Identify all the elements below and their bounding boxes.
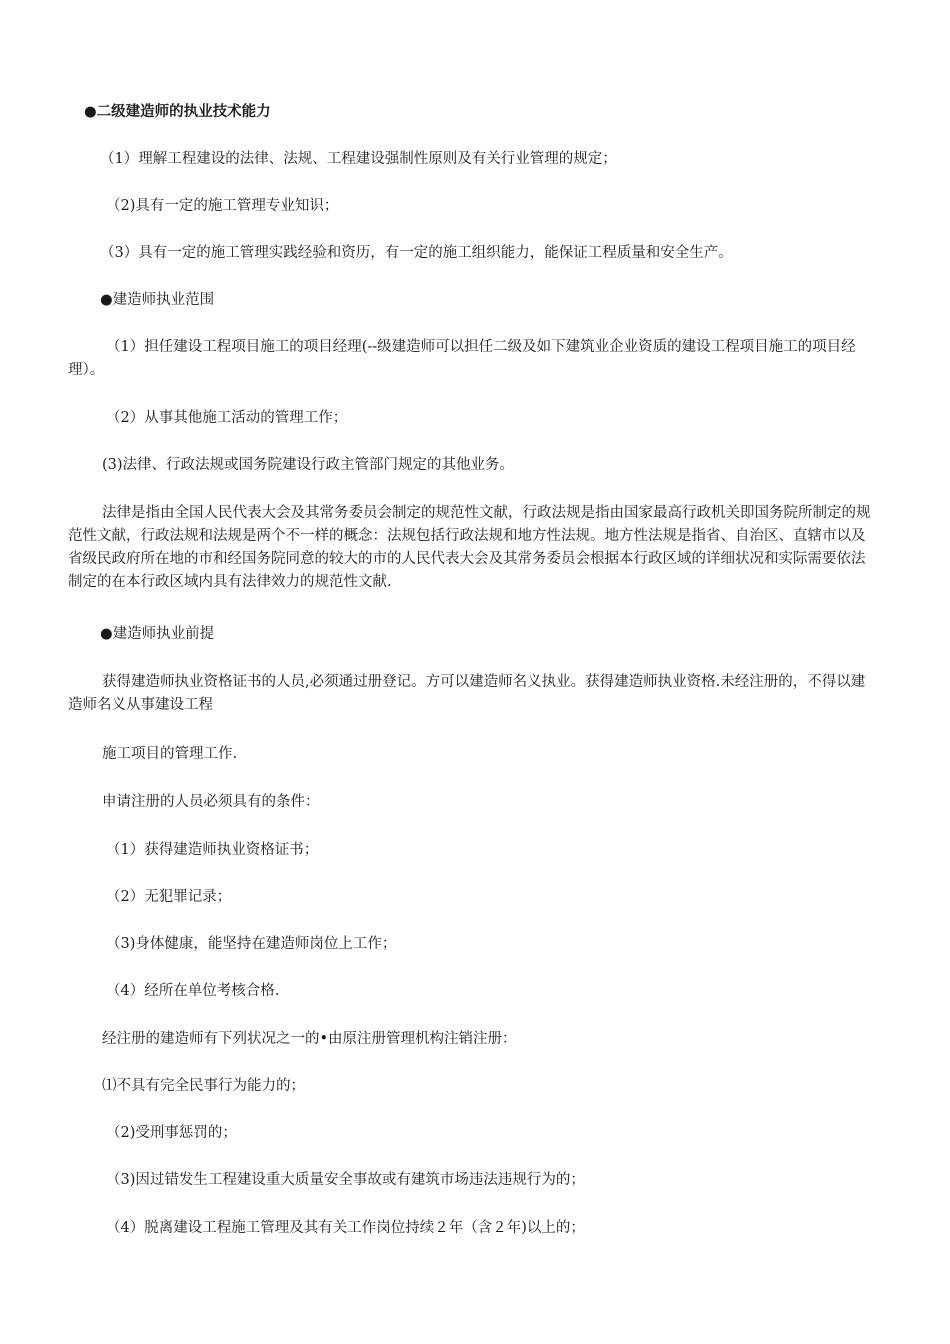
section-heading-capability: ●二级建造师的执业技术能力 xyxy=(84,104,271,120)
section-heading-scope: ●建造师执业范围 xyxy=(100,292,215,308)
paragraph-item: (3)法律、行政法规或国务院建设行政主管部门规定的其他业务。 xyxy=(102,457,515,473)
paragraph-item: （2）无犯罪记录； xyxy=(106,889,232,905)
paragraph-item: 经注册的建造师有下列状况之一的•由原注册管理机构注销注册： xyxy=(102,1031,517,1047)
paragraph-item: （3)身体健康，能坚持在建造师岗位上工作； xyxy=(106,936,397,952)
paragraph-item: ⑴不具有完全民事行为能力的； xyxy=(102,1078,305,1094)
paragraph-item: （2)受刑事惩罚的； xyxy=(106,1125,237,1141)
paragraph-item: （3）具有一定的施工管理实践经验和资历，有一定的施工组织能力，能保证工程质量和安全生产。 xyxy=(100,245,733,261)
paragraph-item: （1）获得建造师执业资格证书； xyxy=(106,842,319,858)
section-heading-prerequisite: ●建造师执业前提 xyxy=(100,626,215,642)
paragraph-item: （1）理解工程建设的法律、法规、工程建设强制性原则及有关行业管理的规定； xyxy=(100,151,617,167)
paragraph-item: （4）经所在单位考核合格. xyxy=(106,983,280,999)
paragraph-item: （2)具有一定的施工管理专业知识； xyxy=(106,198,339,214)
paragraph-item: 施工项目的管理工作. xyxy=(102,746,238,762)
paragraph-item: （2）从事其他施工活动的管理工作； xyxy=(106,410,348,426)
paragraph-item: （1）担任建设工程项目施工的项目经理(--级建造师可以担任二级及如下建筑业企业资质的建设工程项目施工的项目经理）。 xyxy=(68,339,856,378)
paragraph-item: 申请注册的人员必须具有的条件： xyxy=(102,794,320,810)
paragraph-law-definition: 法律是指由全国人民代表大会及其常务委员会制定的规范性文献，行政法规是指由国家最高行政机关即国务院所制定的规范性文献，行政法规和法规是两个不一样的概念：法规包括行政法规和地方性法规。地方性法规是指省、自治区、直辖市以及省级民政府所在地的市和经国务院同意的较大的市的人民代表大会及其常务委员会根据本行政区域的详细状况和实际需要依法制定的在本行政区域内具有法律效力的规范性文献. xyxy=(68,505,871,590)
paragraph-item: 获得建造师执业资格证书的人员,必须通过册登记。方可以建造师名义执业。获得建造师执业资格.未经注册的，不得以建造师名义从事建设工程 xyxy=(68,674,866,713)
paragraph-item: （4）脱离建设工程施工管理及其有关工作岗位持续２年（含２年)以上的； xyxy=(106,1220,585,1236)
paragraph-item: （3)因过错发生工程建设重大质量安全事故或有建筑市场违法违规行为的； xyxy=(106,1172,585,1188)
